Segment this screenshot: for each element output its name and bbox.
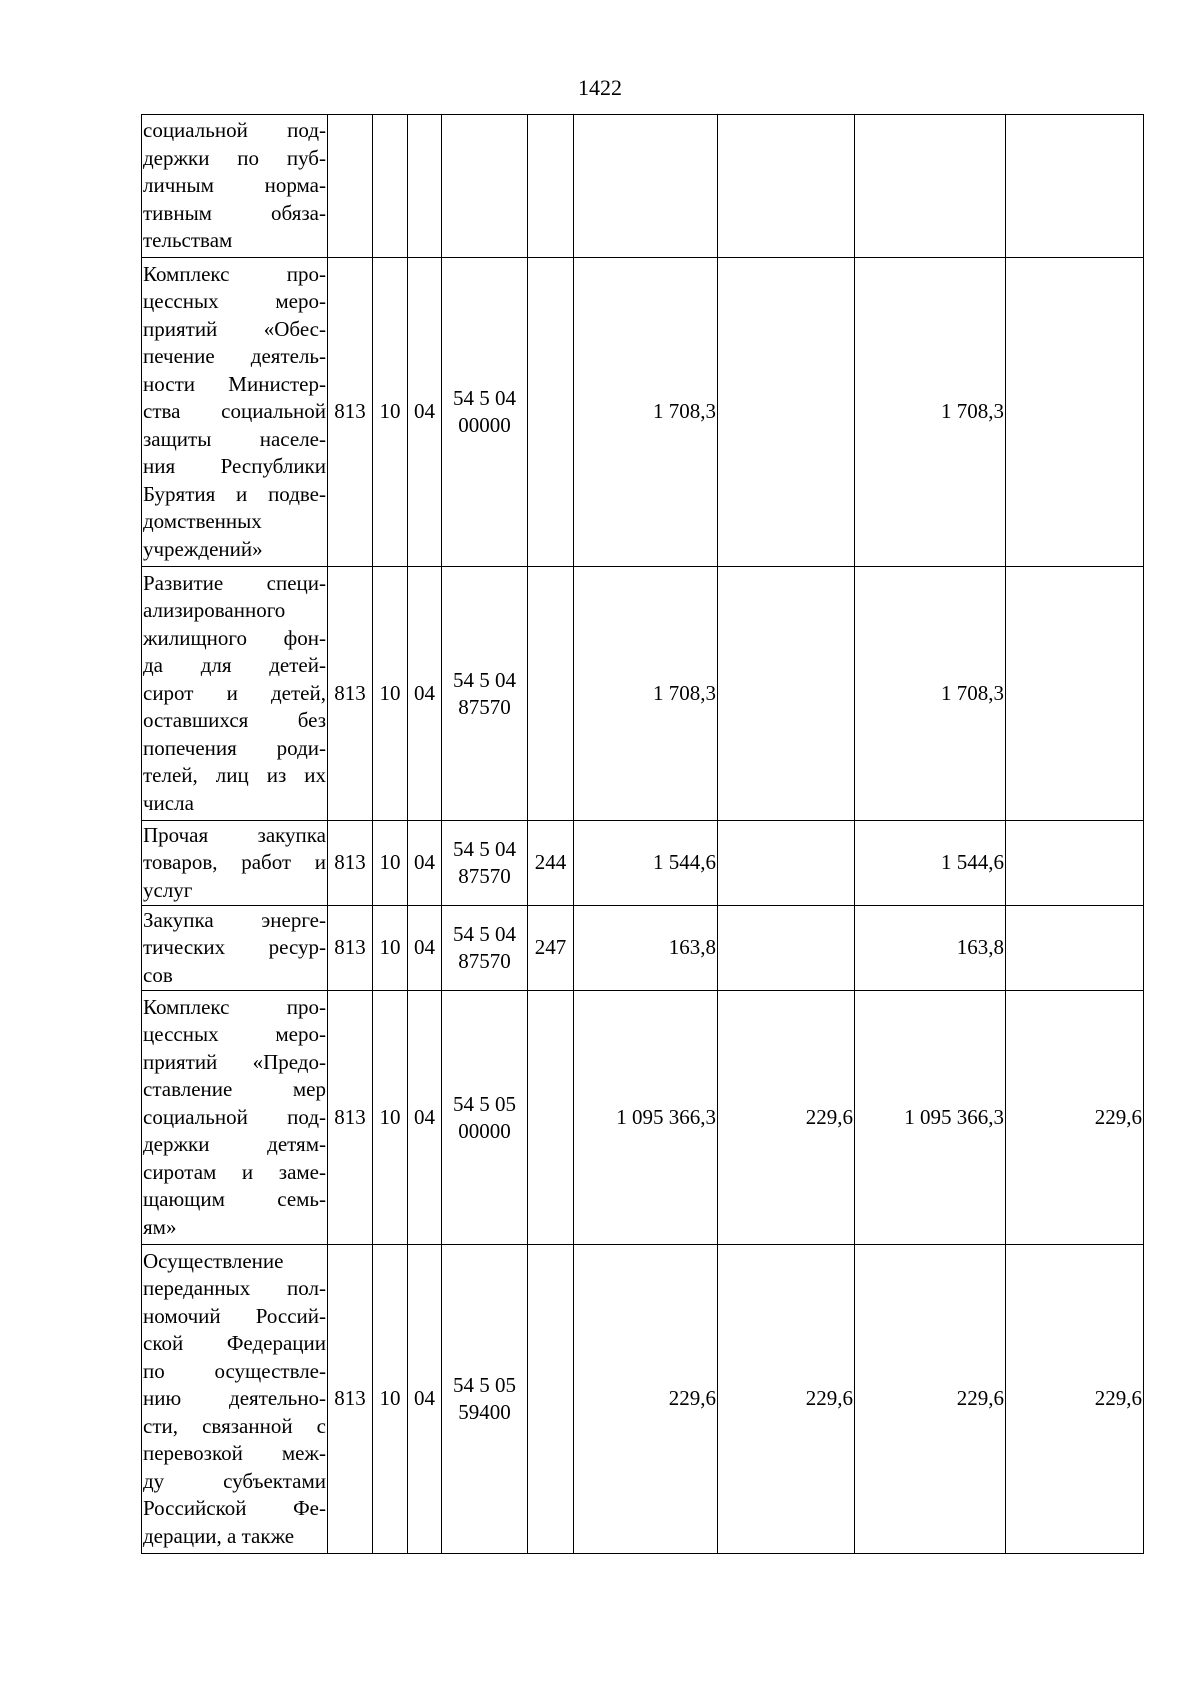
row-name-line: держки по пуб-: [143, 145, 326, 170]
table-row: [142, 115, 1144, 258]
section-code-cell: 10: [373, 821, 408, 906]
row-name-line: Прочая закупка: [143, 822, 326, 847]
sum-total-cell: 1 544,6: [574, 821, 718, 906]
sum-total-cell: 1 708,3: [574, 567, 718, 821]
sum-federal-2-cell: [1006, 906, 1144, 991]
row-name-line: телей, лиц из их: [143, 763, 326, 788]
target-article-line-1: 54 5 05: [453, 1091, 516, 1116]
row-name-line: тивным обяза-: [143, 200, 326, 225]
sum-total-2-cell: 1 708,3: [855, 567, 1006, 821]
subsection-code-cell: 04: [408, 567, 442, 821]
section-code-cell: 10: [373, 1245, 408, 1554]
sum-federal-cell: 229,6: [718, 991, 855, 1245]
row-name-cell: [142, 906, 328, 991]
subsection-code-cell: [408, 115, 442, 258]
sum-federal-2-cell: [1006, 567, 1144, 821]
row-name-line: да для детей-: [143, 653, 326, 678]
row-name-line: Бурятия и подве-: [143, 481, 326, 506]
sum-total-2-cell: [855, 115, 1006, 258]
row-name-line: учреждений»: [143, 536, 263, 561]
expense-type-cell: [528, 258, 574, 567]
expense-type-cell: [528, 991, 574, 1245]
row-name-cell: [142, 991, 328, 1245]
section-code-cell: 10: [373, 258, 408, 567]
target-article-line-1: 54 5 04: [453, 837, 516, 861]
row-name-line: ности Министер-: [143, 371, 326, 396]
target-article-cell: [442, 258, 528, 567]
row-name-line: тических ресур-: [143, 935, 326, 960]
target-article-line-2: 87570: [458, 949, 511, 973]
row-name-line: ской Федерации: [143, 1331, 326, 1356]
sum-federal-cell: [718, 906, 855, 991]
grbs-code-cell: 813: [328, 1245, 373, 1554]
sum-federal-cell: 229,6: [718, 1245, 855, 1554]
table-row: [142, 991, 1144, 1245]
row-name-line: сиротам и заме-: [143, 1159, 326, 1184]
target-article-line-1: 54 5 04: [453, 667, 516, 692]
target-article-line-2: 00000: [458, 1118, 511, 1143]
target-article-cell: [442, 567, 528, 821]
row-name-line: социальной под-: [143, 118, 326, 143]
row-name-line: ализированного: [143, 598, 286, 623]
grbs-code-cell: 813: [328, 258, 373, 567]
row-name-line: ния Республики: [143, 454, 326, 479]
row-name-line: оставшихся без: [143, 708, 326, 733]
row-name-line: социальной под-: [143, 1104, 326, 1129]
target-article-line-1: 54 5 04: [453, 922, 516, 946]
row-name-line: номочий Россий-: [143, 1303, 326, 1328]
row-name-line: ду субъектами: [143, 1468, 326, 1493]
subsection-code-cell: 04: [408, 821, 442, 906]
row-name-line: цессных меро-: [143, 289, 326, 314]
section-code-cell: 10: [373, 567, 408, 821]
row-name-cell: [142, 115, 328, 258]
expense-type-cell: [528, 115, 574, 258]
table-body: [142, 115, 1144, 1554]
row-name-line: личным норма-: [143, 173, 326, 198]
target-article-line-1: 54 5 04: [453, 386, 516, 410]
target-article-cell: [442, 115, 528, 258]
row-name-line: товаров, работ и: [143, 850, 326, 875]
sum-federal-2-cell: 229,6: [1006, 1245, 1144, 1554]
table-row: [142, 821, 1144, 906]
table-row: [142, 906, 1144, 991]
sum-federal-cell: [718, 567, 855, 821]
row-name-line: услуг: [143, 877, 193, 902]
subsection-code-cell: 04: [408, 1245, 442, 1554]
row-name-cell: [142, 567, 328, 821]
grbs-code-cell: 813: [328, 991, 373, 1245]
row-name-line: приятий «Обес-: [143, 316, 326, 341]
target-article-cell: [442, 821, 528, 906]
row-name-line: щающим семь-: [143, 1187, 326, 1212]
row-name-line: сов: [143, 962, 173, 987]
row-name-line: тельствам: [143, 228, 233, 253]
row-name-line: сти, связанной с: [143, 1413, 326, 1438]
sum-total-2-cell: 163,8: [855, 906, 1006, 991]
row-name-line: Развитие специ-: [143, 570, 326, 595]
row-name-line: приятий «Предо-: [143, 1049, 326, 1074]
sum-federal-cell: [718, 115, 855, 258]
row-name-line: Комплекс про-: [143, 994, 326, 1019]
row-name-line: Осуществление: [143, 1248, 284, 1273]
subsection-code-cell: 04: [408, 991, 442, 1245]
budget-table: [141, 114, 1144, 1554]
subsection-code-cell: 04: [408, 258, 442, 567]
expense-type-cell: [528, 1245, 574, 1554]
sum-total-cell: 1 095 366,3: [574, 991, 718, 1245]
sum-federal-2-cell: [1006, 115, 1144, 258]
grbs-code-cell: [328, 115, 373, 258]
table-row: [142, 1245, 1144, 1554]
row-name-line: держки детям-: [143, 1132, 326, 1157]
target-article-line-2: 59400: [458, 1400, 511, 1424]
row-name-line: перевозкой меж-: [143, 1441, 326, 1466]
sum-total-cell: [574, 115, 718, 258]
row-name-cell: [142, 821, 328, 906]
sum-federal-cell: [718, 258, 855, 567]
row-name-line: числа: [143, 790, 194, 815]
sum-total-2-cell: 1 095 366,3: [855, 991, 1006, 1245]
row-name-line: ставление мер: [143, 1077, 326, 1102]
expense-type-cell: 247: [528, 906, 574, 991]
row-name-line: ям»: [143, 1214, 177, 1239]
sum-federal-2-cell: [1006, 821, 1144, 906]
row-name-cell: [142, 1245, 328, 1554]
grbs-code-cell: 813: [328, 906, 373, 991]
row-name-line: Комплекс про-: [143, 261, 326, 286]
target-article-line-2: 87570: [458, 864, 511, 888]
row-name-line: сирот и детей,: [143, 680, 326, 705]
target-article-cell: [442, 1245, 528, 1554]
target-article-line-2: 87570: [458, 694, 511, 719]
sum-total-cell: 229,6: [574, 1245, 718, 1554]
row-name-line: цессных меро-: [143, 1022, 326, 1047]
row-name-line: попечения роди-: [143, 735, 326, 760]
section-code-cell: 10: [373, 991, 408, 1245]
row-name-line: Российской Фе-: [143, 1496, 326, 1521]
sum-total-2-cell: 1 708,3: [855, 258, 1006, 567]
sum-total-cell: 163,8: [574, 906, 718, 991]
grbs-code-cell: 813: [328, 821, 373, 906]
expense-type-cell: [528, 567, 574, 821]
sum-total-cell: 1 708,3: [574, 258, 718, 567]
target-article-cell: [442, 991, 528, 1245]
sum-federal-2-cell: [1006, 258, 1144, 567]
table-row: [142, 567, 1144, 821]
row-name-line: переданных пол-: [143, 1276, 326, 1301]
row-name-line: защиты населе-: [143, 426, 326, 451]
row-name-line: домственных: [143, 509, 262, 534]
section-code-cell: [373, 115, 408, 258]
row-name-line: ства социальной: [143, 399, 326, 424]
sum-total-2-cell: 229,6: [855, 1245, 1006, 1554]
target-article-line-2: 00000: [458, 413, 511, 437]
target-article-cell: [442, 906, 528, 991]
row-name-line: дерации, а также: [143, 1523, 295, 1548]
row-name-line: по осуществле-: [143, 1358, 326, 1383]
expense-type-cell: 244: [528, 821, 574, 906]
section-code-cell: 10: [373, 906, 408, 991]
row-name-cell: [142, 258, 328, 567]
page-number: 1422: [578, 75, 622, 100]
sum-total-2-cell: 1 544,6: [855, 821, 1006, 906]
target-article-line-1: 54 5 05: [453, 1373, 516, 1397]
row-name-line: нию деятельно-: [143, 1386, 326, 1411]
row-name-line: печение деятель-: [143, 344, 326, 369]
sum-federal-cell: [718, 821, 855, 906]
row-name-line: жилищного фон-: [143, 625, 326, 650]
grbs-code-cell: 813: [328, 567, 373, 821]
sum-federal-2-cell: 229,6: [1006, 991, 1144, 1245]
row-name-line: Закупка энерге-: [143, 907, 326, 932]
subsection-code-cell: 04: [408, 906, 442, 991]
table-row: [142, 258, 1144, 567]
